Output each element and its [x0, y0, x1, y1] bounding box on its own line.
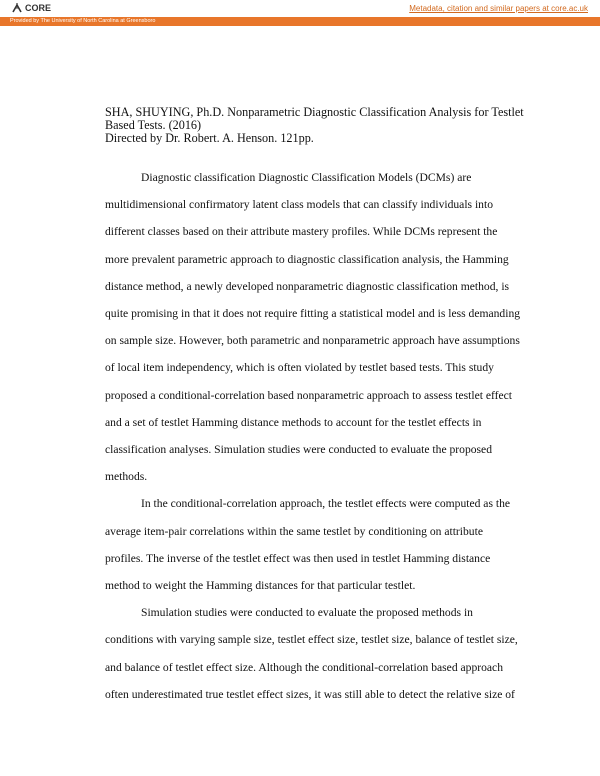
title-year-line: Based Tests. (2016) — [105, 118, 202, 132]
paragraph-line: profiles. The inverse of the testlet effect was then used in testlet Hamming distance — [105, 551, 491, 565]
abstract-paragraph-3 — [105, 599, 529, 708]
paragraph-line: classification analyses. Simulation studies were conducted to evaluate the proposed — [105, 443, 492, 457]
paragraph-line: often underestimated true testlet effect sizes, it was still able to detect the relative size of — [105, 687, 515, 701]
core-logo[interactable] — [11, 2, 51, 14]
author-title-line: SHA, SHUYING, Ph.D. Nonparametric Diagnostic Classification Analysis for Testlet — [105, 105, 524, 119]
paragraph-line: different classes based on their attribute mastery profiles. While DCMs represent the — [105, 225, 498, 239]
paragraph-line: average item-pair correlations within the same testlet by conditioning on attribute — [105, 524, 483, 538]
abstract-paragraph-2 — [105, 490, 529, 599]
paragraph-line: more prevalent parametric approach to diagnostic classification analysis, the Hamming — [105, 252, 509, 266]
core-topbar — [0, 0, 600, 17]
core-logo-text: CORE — [25, 3, 52, 13]
paragraph-line: multidimensional confirmatory latent class models that can classify individuals into — [105, 198, 493, 212]
core-logo-icon — [11, 2, 23, 14]
paragraph-line: and a set of testlet Hamming distance methods to account for the testlet effects in — [105, 415, 482, 429]
advisor-line: Directed by Dr. Robert. A. Henson. 121pp. — [105, 131, 314, 145]
abstract-paragraph-1 — [105, 164, 529, 490]
paragraph-line: methods. — [105, 470, 148, 484]
metadata-citation-link[interactable]: Metadata, citation and similar papers at core.ac.uk — [409, 4, 588, 13]
paragraph-line: and balance of testlet effect size. Although the conditional-correlation based approach — [105, 660, 504, 674]
paragraph-line: In the conditional-correlation approach, the testlet effects were computed as the — [141, 497, 511, 511]
paragraph-line: quite promising in that it does not require fitting a statistical model and is less demanding — [105, 307, 521, 321]
paragraph-line: distance method, a newly developed nonparametric diagnostic classification method, is — [105, 279, 510, 293]
provided-by-banner — [0, 17, 600, 26]
paragraph-line: method to weight the Hamming distances for that particular testlet. — [105, 579, 416, 593]
paragraph-line: Diagnostic classification Diagnostic Classification Models (DCMs) are — [141, 171, 472, 184]
provided-by-text[interactable]: Provided by The University of North Carolina at Greensboro — [10, 18, 156, 24]
abstract-body — [105, 164, 529, 708]
paragraph-line: Simulation studies were conducted to evaluate the proposed methods in — [141, 606, 473, 620]
paragraph-line: on sample size. However, both parametric and nonparametric approach have assumptions — [105, 334, 520, 348]
paragraph-line: of local item independency, which is often violated by testlet based tests. This study — [105, 361, 494, 375]
paragraph-line: proposed a conditional-correlation based nonparametric approach to assess testlet effect — [105, 388, 513, 402]
paragraph-line: conditions with varying sample size, testlet effect size, testlet size, balance of testlet size, — [105, 633, 518, 647]
abstract-header — [105, 106, 525, 145]
